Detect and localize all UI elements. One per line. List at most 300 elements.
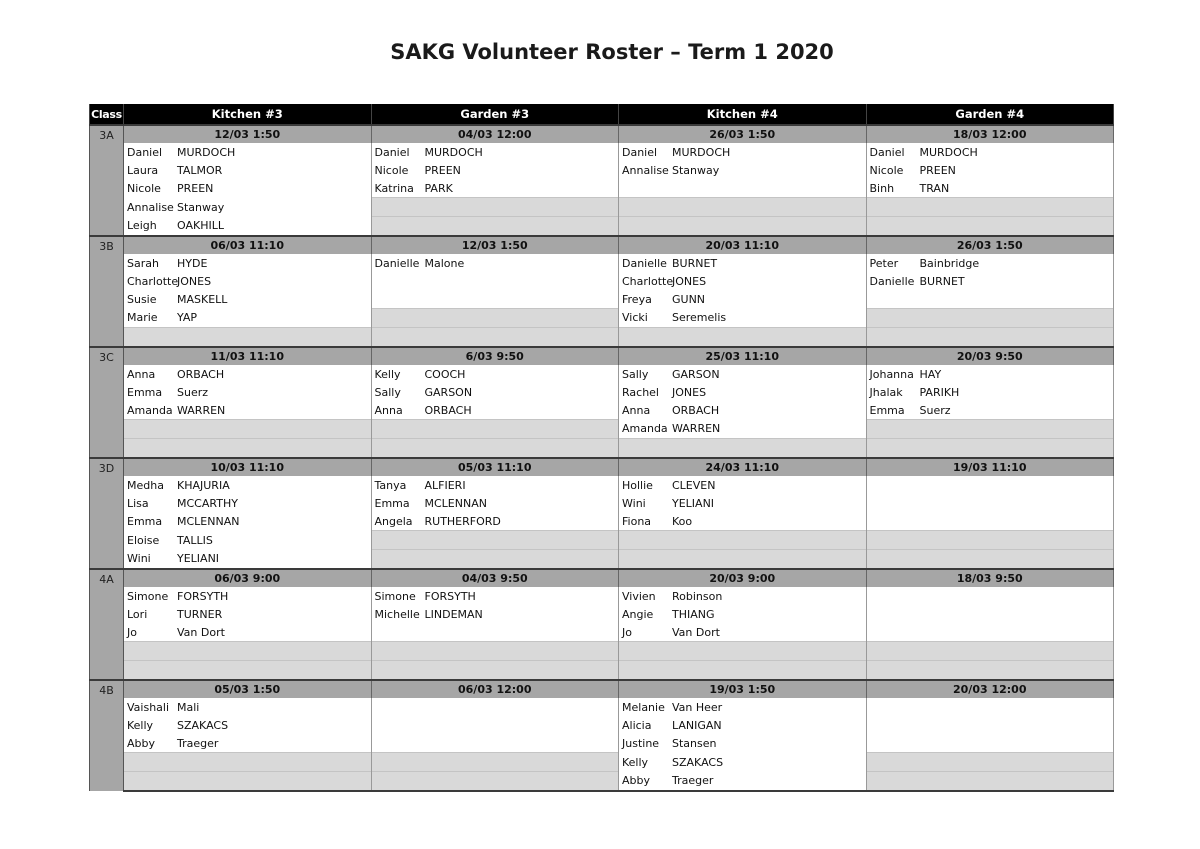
volunteer-cell — [619, 365, 867, 383]
class-block-3b — [90, 236, 1114, 347]
volunteer-cell — [866, 605, 1114, 623]
session-date-garden-3: 12/03 1:50 — [371, 236, 619, 254]
volunteer-last-name: KHAJURIA — [177, 478, 230, 492]
volunteer-cell — [124, 439, 372, 459]
volunteer-first-name: Peter — [869, 256, 899, 270]
volunteer-cell — [124, 420, 372, 439]
roster-table — [89, 104, 1114, 792]
volunteer-cell — [866, 161, 1114, 179]
volunteer-last-name: Stanway — [672, 163, 720, 177]
volunteer-first-name: Tanya — [374, 478, 407, 492]
volunteer-first-name: Katrina — [374, 181, 414, 195]
volunteer-cell — [619, 420, 867, 439]
volunteer-first-name: Jhalak — [869, 385, 903, 399]
volunteer-cell — [371, 439, 619, 459]
volunteer-last-name: Suerz — [177, 385, 209, 399]
volunteer-last-name: ORBACH — [424, 403, 472, 417]
page-title: SAKG Volunteer Roster – Term 1 2020 — [390, 40, 834, 64]
session-date-garden-3: 04/03 12:00 — [371, 125, 619, 143]
volunteer-first-name: Lisa — [127, 496, 149, 510]
volunteer-last-name: Mali — [177, 700, 200, 714]
session-date-kitchen-3: 11/03 11:10 — [124, 347, 372, 365]
volunteer-first-name: Justine — [622, 736, 660, 750]
volunteer-first-name: Eloise — [127, 533, 160, 547]
volunteer-last-name: MURDOCH — [424, 145, 483, 159]
volunteer-row — [90, 623, 1114, 642]
volunteer-cell — [866, 476, 1114, 494]
volunteer-cell — [124, 383, 372, 401]
volunteer-row — [90, 143, 1114, 161]
volunteer-last-name: TRAN — [919, 181, 950, 195]
volunteer-first-name: Nicole — [127, 181, 161, 195]
volunteer-first-name: Sarah — [127, 256, 159, 270]
volunteer-row — [90, 179, 1114, 198]
volunteer-first-name: Emma — [374, 496, 410, 510]
session-date-garden-3: 04/03 9:50 — [371, 569, 619, 587]
session-date-kitchen-3: 06/03 9:00 — [124, 569, 372, 587]
volunteer-cell — [371, 698, 619, 716]
session-date-kitchen-4: 20/03 9:00 — [619, 569, 867, 587]
volunteer-cell — [124, 494, 372, 512]
volunteer-cell — [371, 605, 619, 623]
session-date-garden-3: 05/03 11:10 — [371, 458, 619, 476]
volunteer-last-name: PARIKH — [919, 385, 960, 399]
volunteer-last-name: MURDOCH — [177, 145, 236, 159]
volunteer-last-name: SZAKACS — [672, 755, 724, 769]
volunteer-first-name: Kelly — [622, 755, 649, 769]
volunteer-first-name: Simone — [374, 589, 416, 603]
volunteer-last-name: HAY — [919, 367, 942, 381]
volunteer-last-name: LANIGAN — [672, 718, 722, 732]
volunteer-row — [90, 161, 1114, 179]
volunteer-last-name: MCLENNAN — [177, 514, 240, 528]
volunteer-cell — [124, 328, 372, 348]
volunteer-cell — [866, 383, 1114, 401]
volunteer-last-name: MURDOCH — [919, 145, 978, 159]
volunteer-last-name: Suerz — [919, 403, 951, 417]
volunteer-cell — [619, 161, 867, 179]
volunteer-cell — [124, 753, 372, 772]
volunteer-last-name: PARK — [424, 181, 453, 195]
volunteer-first-name: Simone — [127, 589, 169, 603]
volunteer-cell — [371, 383, 619, 401]
volunteer-cell — [866, 734, 1114, 753]
volunteer-cell — [124, 401, 372, 420]
volunteer-cell — [866, 217, 1114, 237]
volunteer-last-name: OAKHILL — [177, 219, 224, 233]
volunteer-row — [90, 605, 1114, 623]
volunteer-first-name: Emma — [127, 385, 163, 399]
volunteer-first-name: Danielle — [374, 256, 420, 270]
volunteer-cell — [371, 217, 619, 237]
volunteer-last-name: PREEN — [919, 163, 956, 177]
volunteer-cell — [371, 198, 619, 217]
volunteer-row — [90, 531, 1114, 550]
volunteer-last-name: JONES — [177, 274, 212, 288]
volunteer-last-name: Traeger — [177, 736, 219, 750]
volunteer-row — [90, 476, 1114, 494]
volunteer-cell — [619, 550, 867, 570]
volunteer-row — [90, 383, 1114, 401]
volunteer-first-name: Amanda — [127, 403, 173, 417]
volunteer-last-name: Stanway — [177, 200, 225, 214]
volunteer-cell — [619, 272, 867, 290]
volunteer-last-name: COOCH — [424, 367, 466, 381]
volunteer-cell — [371, 420, 619, 439]
volunteer-cell — [619, 290, 867, 309]
volunteer-last-name: RUTHERFORD — [424, 514, 501, 528]
volunteer-cell — [866, 309, 1114, 328]
volunteer-first-name: Daniel — [374, 145, 410, 159]
volunteer-cell — [371, 494, 619, 512]
volunteer-first-name: Charlotte — [127, 274, 179, 288]
volunteer-first-name: Leigh — [127, 219, 157, 233]
volunteer-cell — [124, 698, 372, 716]
volunteer-cell — [619, 642, 867, 661]
volunteer-cell — [866, 698, 1114, 716]
volunteer-row — [90, 698, 1114, 716]
class-label-3a: 3A — [90, 125, 124, 236]
volunteer-last-name: Stansen — [672, 736, 717, 750]
class-label-3c: 3C — [90, 347, 124, 458]
volunteer-cell — [371, 642, 619, 661]
volunteer-cell — [124, 605, 372, 623]
volunteer-cell — [124, 512, 372, 531]
session-date-kitchen-4: 20/03 11:10 — [619, 236, 867, 254]
volunteer-last-name: MASKELL — [177, 292, 228, 306]
volunteer-first-name: Abby — [127, 736, 155, 750]
volunteer-first-name: Daniel — [869, 145, 905, 159]
volunteer-row — [90, 309, 1114, 328]
volunteer-first-name: Jo — [622, 625, 632, 639]
date-row — [90, 125, 1114, 143]
volunteer-first-name: Danielle — [869, 274, 915, 288]
volunteer-cell — [124, 254, 372, 272]
session-date-kitchen-4: 24/03 11:10 — [619, 458, 867, 476]
volunteer-cell — [371, 328, 619, 348]
volunteer-cell — [866, 642, 1114, 661]
volunteer-cell — [124, 587, 372, 605]
volunteer-last-name: JONES — [672, 274, 707, 288]
session-date-garden-4: 20/03 9:50 — [866, 347, 1114, 365]
volunteer-row — [90, 587, 1114, 605]
session-date-kitchen-3: 12/03 1:50 — [124, 125, 372, 143]
volunteer-row — [90, 494, 1114, 512]
session-date-garden-4: 18/03 12:00 — [866, 125, 1114, 143]
volunteer-last-name: Van Heer — [672, 700, 723, 714]
class-label-4a: 4A — [90, 569, 124, 680]
volunteer-first-name: Rachel — [622, 385, 659, 399]
volunteer-cell — [866, 512, 1114, 531]
volunteer-cell — [124, 290, 372, 309]
volunteer-cell — [866, 716, 1114, 734]
volunteer-first-name: Nicole — [374, 163, 409, 177]
volunteer-first-name: Hollie — [622, 478, 653, 492]
volunteer-cell — [866, 494, 1114, 512]
volunteer-first-name: Emma — [127, 514, 163, 528]
volunteer-last-name: Van Dort — [672, 625, 720, 639]
header-class: Class — [90, 104, 124, 125]
session-date-garden-4: 26/03 1:50 — [866, 236, 1114, 254]
volunteer-cell — [866, 272, 1114, 290]
volunteer-cell — [619, 587, 867, 605]
volunteer-cell — [866, 328, 1114, 348]
class-block-4a — [90, 569, 1114, 680]
volunteer-cell — [866, 772, 1114, 792]
volunteer-cell — [866, 420, 1114, 439]
volunteer-cell — [866, 290, 1114, 309]
class-label-3d: 3D — [90, 458, 124, 569]
volunteer-last-name: WARREN — [672, 422, 721, 436]
volunteer-first-name: Kelly — [127, 718, 154, 732]
volunteer-first-name: Daniel — [127, 145, 163, 159]
volunteer-first-name: Nicole — [869, 163, 904, 177]
volunteer-cell — [619, 179, 867, 198]
class-block-3d — [90, 458, 1114, 569]
volunteer-last-name: MCCARTHY — [177, 496, 238, 510]
volunteer-cell — [619, 661, 867, 681]
volunteer-row — [90, 734, 1114, 753]
volunteer-last-name: BURNET — [672, 256, 718, 270]
volunteer-cell — [619, 772, 867, 792]
class-block-4b — [90, 680, 1114, 791]
volunteer-row — [90, 272, 1114, 290]
volunteer-cell — [124, 198, 372, 217]
volunteer-first-name: Jo — [127, 625, 137, 639]
roster-header — [90, 104, 1114, 125]
volunteer-row — [90, 550, 1114, 570]
volunteer-cell — [371, 734, 619, 753]
volunteer-cell — [866, 179, 1114, 198]
volunteer-cell — [371, 587, 619, 605]
volunteer-cell — [866, 365, 1114, 383]
volunteer-first-name: Wini — [622, 496, 646, 510]
session-date-kitchen-3: 10/03 11:10 — [124, 458, 372, 476]
header-garden-3: Garden #3 — [371, 104, 619, 125]
volunteer-first-name: Vaishali — [127, 700, 170, 714]
volunteer-cell — [371, 661, 619, 681]
volunteer-first-name: Daniel — [622, 145, 658, 159]
volunteer-first-name: Emma — [869, 403, 905, 417]
volunteer-first-name: Sally — [622, 367, 649, 381]
volunteer-cell — [371, 476, 619, 494]
volunteer-last-name: ORBACH — [672, 403, 720, 417]
volunteer-cell — [619, 605, 867, 623]
volunteer-first-name: Marie — [127, 311, 158, 325]
session-date-garden-3: 6/03 9:50 — [371, 347, 619, 365]
volunteer-first-name: Johanna — [869, 367, 914, 381]
volunteer-row — [90, 661, 1114, 681]
volunteer-cell — [371, 272, 619, 290]
volunteer-cell — [619, 753, 867, 772]
volunteer-last-name: Van Dort — [177, 625, 225, 639]
volunteer-first-name: Vicki — [622, 311, 648, 325]
volunteer-first-name: Laura — [127, 163, 159, 177]
volunteer-last-name: YAP — [177, 311, 198, 325]
volunteer-row — [90, 420, 1114, 439]
volunteer-first-name: Melanie — [622, 700, 665, 714]
volunteer-cell — [619, 328, 867, 348]
session-date-kitchen-4: 26/03 1:50 — [619, 125, 867, 143]
volunteer-cell — [124, 309, 372, 328]
volunteer-cell — [371, 290, 619, 309]
volunteer-last-name: PREEN — [424, 163, 461, 177]
volunteer-first-name: Lori — [127, 607, 148, 621]
volunteer-first-name: Abby — [622, 774, 650, 788]
volunteer-cell — [619, 734, 867, 753]
volunteer-first-name: Angela — [374, 514, 413, 528]
volunteer-cell — [866, 198, 1114, 217]
volunteer-first-name: Charlotte — [622, 274, 674, 288]
volunteer-cell — [124, 143, 372, 161]
volunteer-row — [90, 254, 1114, 272]
volunteer-first-name: Wini — [127, 552, 151, 566]
volunteer-cell — [124, 476, 372, 494]
volunteer-last-name: TALLIS — [177, 533, 213, 547]
volunteer-cell — [124, 365, 372, 383]
volunteer-cell — [371, 772, 619, 792]
volunteer-cell — [371, 254, 619, 272]
date-row — [90, 347, 1114, 365]
volunteer-cell — [124, 661, 372, 681]
volunteer-cell — [619, 512, 867, 531]
volunteer-row — [90, 217, 1114, 237]
volunteer-row — [90, 328, 1114, 348]
volunteer-cell — [124, 716, 372, 734]
volunteer-first-name: Kelly — [374, 367, 401, 381]
header-garden-4: Garden #4 — [866, 104, 1114, 125]
volunteer-cell — [371, 401, 619, 420]
volunteer-cell — [124, 531, 372, 550]
volunteer-last-name: WARREN — [177, 403, 226, 417]
volunteer-cell — [619, 494, 867, 512]
volunteer-cell — [124, 550, 372, 570]
volunteer-row — [90, 642, 1114, 661]
volunteer-last-name: PREEN — [177, 181, 214, 195]
volunteer-cell — [371, 623, 619, 642]
volunteer-last-name: TALMOR — [177, 163, 223, 177]
volunteer-first-name: Susie — [127, 292, 157, 306]
volunteer-last-name: CLEVEN — [672, 478, 716, 492]
volunteer-last-name: ALFIERI — [424, 478, 466, 492]
date-row — [90, 569, 1114, 587]
volunteer-cell — [619, 217, 867, 237]
volunteer-cell — [866, 661, 1114, 681]
volunteer-cell — [124, 272, 372, 290]
header-row — [90, 104, 1114, 125]
volunteer-cell — [619, 143, 867, 161]
volunteer-last-name: BURNET — [919, 274, 965, 288]
volunteer-first-name: Freya — [622, 292, 652, 306]
volunteer-first-name: Anna — [127, 367, 156, 381]
volunteer-cell — [619, 476, 867, 494]
volunteer-last-name: GARSON — [672, 367, 720, 381]
volunteer-last-name: HYDE — [177, 256, 208, 270]
volunteer-cell — [866, 143, 1114, 161]
volunteer-cell — [866, 550, 1114, 570]
date-row — [90, 458, 1114, 476]
volunteer-last-name: LINDEMAN — [424, 607, 483, 621]
volunteer-cell — [866, 623, 1114, 642]
volunteer-cell — [866, 401, 1114, 420]
volunteer-cell — [619, 698, 867, 716]
volunteer-cell — [866, 254, 1114, 272]
date-row — [90, 680, 1114, 698]
volunteer-last-name: Robinson — [672, 589, 723, 603]
volunteer-cell — [866, 531, 1114, 550]
volunteer-last-name: YELIANI — [177, 552, 220, 566]
session-date-kitchen-3: 06/03 11:10 — [124, 236, 372, 254]
volunteer-cell — [371, 309, 619, 328]
session-date-garden-4: 18/03 9:50 — [866, 569, 1114, 587]
volunteer-last-name: JONES — [672, 385, 707, 399]
header-kitchen-4: Kitchen #4 — [619, 104, 867, 125]
session-date-kitchen-4: 25/03 11:10 — [619, 347, 867, 365]
volunteer-last-name: GARSON — [424, 385, 473, 399]
volunteer-first-name: Annalise — [622, 163, 669, 177]
volunteer-cell — [619, 254, 867, 272]
volunteer-last-name: Malone — [424, 256, 465, 270]
volunteer-last-name: FORSYTH — [177, 589, 229, 603]
volunteer-row — [90, 753, 1114, 772]
volunteer-cell — [124, 772, 372, 792]
volunteer-cell — [619, 439, 867, 459]
volunteer-last-name: MURDOCH — [672, 145, 731, 159]
volunteer-cell — [619, 198, 867, 217]
volunteer-cell — [124, 217, 372, 237]
volunteer-row — [90, 772, 1114, 792]
class-label-3b: 3B — [90, 236, 124, 347]
volunteer-cell — [619, 531, 867, 550]
volunteer-first-name: Vivien — [622, 589, 656, 603]
volunteer-row — [90, 716, 1114, 734]
class-label-4b: 4B — [90, 680, 124, 791]
volunteer-first-name: Fiona — [622, 514, 652, 528]
volunteer-cell — [866, 439, 1114, 459]
session-date-garden-3: 06/03 12:00 — [371, 680, 619, 698]
volunteer-cell — [371, 531, 619, 550]
volunteer-row — [90, 198, 1114, 217]
volunteer-cell — [619, 716, 867, 734]
volunteer-first-name: Anna — [374, 403, 403, 417]
volunteer-row — [90, 290, 1114, 309]
volunteer-last-name: ORBACH — [177, 367, 225, 381]
volunteer-cell — [371, 143, 619, 161]
volunteer-cell — [619, 383, 867, 401]
volunteer-row — [90, 512, 1114, 531]
volunteer-last-name: GUNN — [672, 292, 706, 306]
volunteer-row — [90, 439, 1114, 459]
volunteer-first-name: Danielle — [622, 256, 667, 270]
volunteer-first-name: Amanda — [622, 422, 668, 436]
volunteer-first-name: Annalise — [127, 200, 174, 214]
volunteer-first-name: Medha — [127, 478, 164, 492]
volunteer-cell — [371, 512, 619, 531]
class-block-3a — [90, 125, 1114, 236]
date-row — [90, 236, 1114, 254]
volunteer-first-name: Michelle — [374, 607, 420, 621]
volunteer-first-name: Binh — [869, 181, 895, 195]
volunteer-first-name: Angie — [622, 607, 654, 621]
session-date-garden-4: 20/03 12:00 — [866, 680, 1114, 698]
session-date-garden-4: 19/03 11:10 — [866, 458, 1114, 476]
volunteer-last-name: YELIANI — [672, 496, 715, 510]
volunteer-last-name: MCLENNAN — [424, 496, 487, 510]
volunteer-cell — [124, 642, 372, 661]
volunteer-cell — [619, 401, 867, 420]
volunteer-last-name: Traeger — [672, 774, 714, 788]
volunteer-cell — [619, 623, 867, 642]
